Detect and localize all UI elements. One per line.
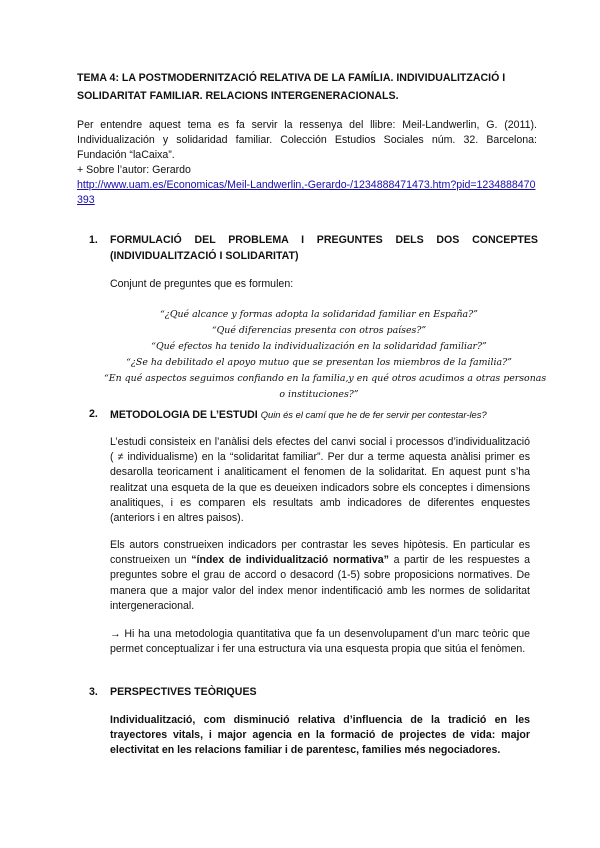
question-item: “Qué diferencias presenta con otros países?” [211,325,427,336]
document-title: TEMA 4: LA POSTMODERNITZACIÓ RELATIVA DE LA FAMÍLIA. INDIVIDUALITZACIÓ I SOLIDARITAT FAMILIAR. RELACIONS INTERGENERACIONALS. [77,72,506,102]
section-subtitle: Quin és el camí que he de fer servir per contestar-les? [260,409,487,420]
index-term: “índex de individualització normativa” [191,554,389,567]
section-1-intro: Conjunt de preguntes que es formulen: [110,278,294,290]
question-item: “En qué aspectos seguimos confiando en la familia,y en qué otros acudimos a otras personas [104,373,547,384]
question-list [104,307,547,403]
methodology-paragraph-2 [110,538,530,614]
section-title: PERSPECTIVES TEÒRIQUES [110,686,257,698]
question-item: “Qué efectos ha tenido la individualización en la solidaridad familiar?” [151,341,487,352]
arrow-right-icon: → [110,628,121,640]
section-title: FORMULACIÓ DEL PROBLEMA I PREGUNTES DELS DOS CONCEPTES (INDIVIDUALITZACIÓ I SOLIDARITAT) [110,234,538,262]
perspectives-paragraph: Individualització, com disminució relativa d’influencia de la tradició en les trayectores vitals, i major agencia en la formació de projectes de vida: major electivitat en les relacions familiar i de parentesc, families més negociadores. [110,714,530,757]
text-span: a partir de les respuestes a preguntes sobre el grau de accord o desacord (1-5) sobre proposicions normatives. De manera que a major valor del index menor indentificació amb les normes de solidaritat intergeneracional. [110,554,530,612]
reference-paragraph: Per entendre aquest tema es fa servir la ressenya del llibre: Meil-Landwerlin, G. (2011). Individualización y solidaridad familiar. Colección Estudios Sociales núm. 32. Barcelona: Fundación “laCaixa”. [77,119,537,162]
question-item: o instituciones?” [279,389,359,400]
methodology-paragraph-1: L’estudi consisteix en l’anàlisi dels efectes del canvi social i processos d’individualització ( ≠ individualisme) en la “solidaritat familiar”. Per dur a terme aquesta anàlisi primer es desarolla teoricament i analiticament el fenomen de la solidaritat. En aquest punt s’ha realitzat una esqueta de la que es deueixen indicadors sobre els conceptes i dimensions analitiques, i es comparen els resultats amb indicadores de diferentes enquestes (anteriors i en altres paisos). [110,436,530,525]
section-number: 1. [89,234,98,246]
author-line: + Sobre l’autor: Gerardo [77,164,191,176]
question-item: “¿Se ha debilitado el apoyo mutuo que se presentan los miembros de la familia?” [126,357,512,368]
section-number: 3. [89,686,98,698]
section-number: 2. [89,408,98,420]
text-span: Els autors construeixen indicadors per contrastar les seves hipòtesis. En particular es construeixen un [110,539,530,567]
author-link[interactable]: http://www.uam.es/Economicas/Meil-Landwerlin,-Gerardo-/1234888471473.htm?pid=1234888470393 [77,179,536,207]
question-item: “¿Qué alcance y formas adopta la solidaridad familiar en España?” [160,309,478,320]
text-span: Hi ha una metodologia quantitativa que fa un desenvolupament d’un marc teòric que permet conceptualizar i fer una estructura via una esquesta propia que sitúa el fenòmen. [110,628,530,656]
section-title: METODOLOGIA DE L’ESTUDI [110,409,258,421]
methodology-paragraph-3 [110,627,530,657]
